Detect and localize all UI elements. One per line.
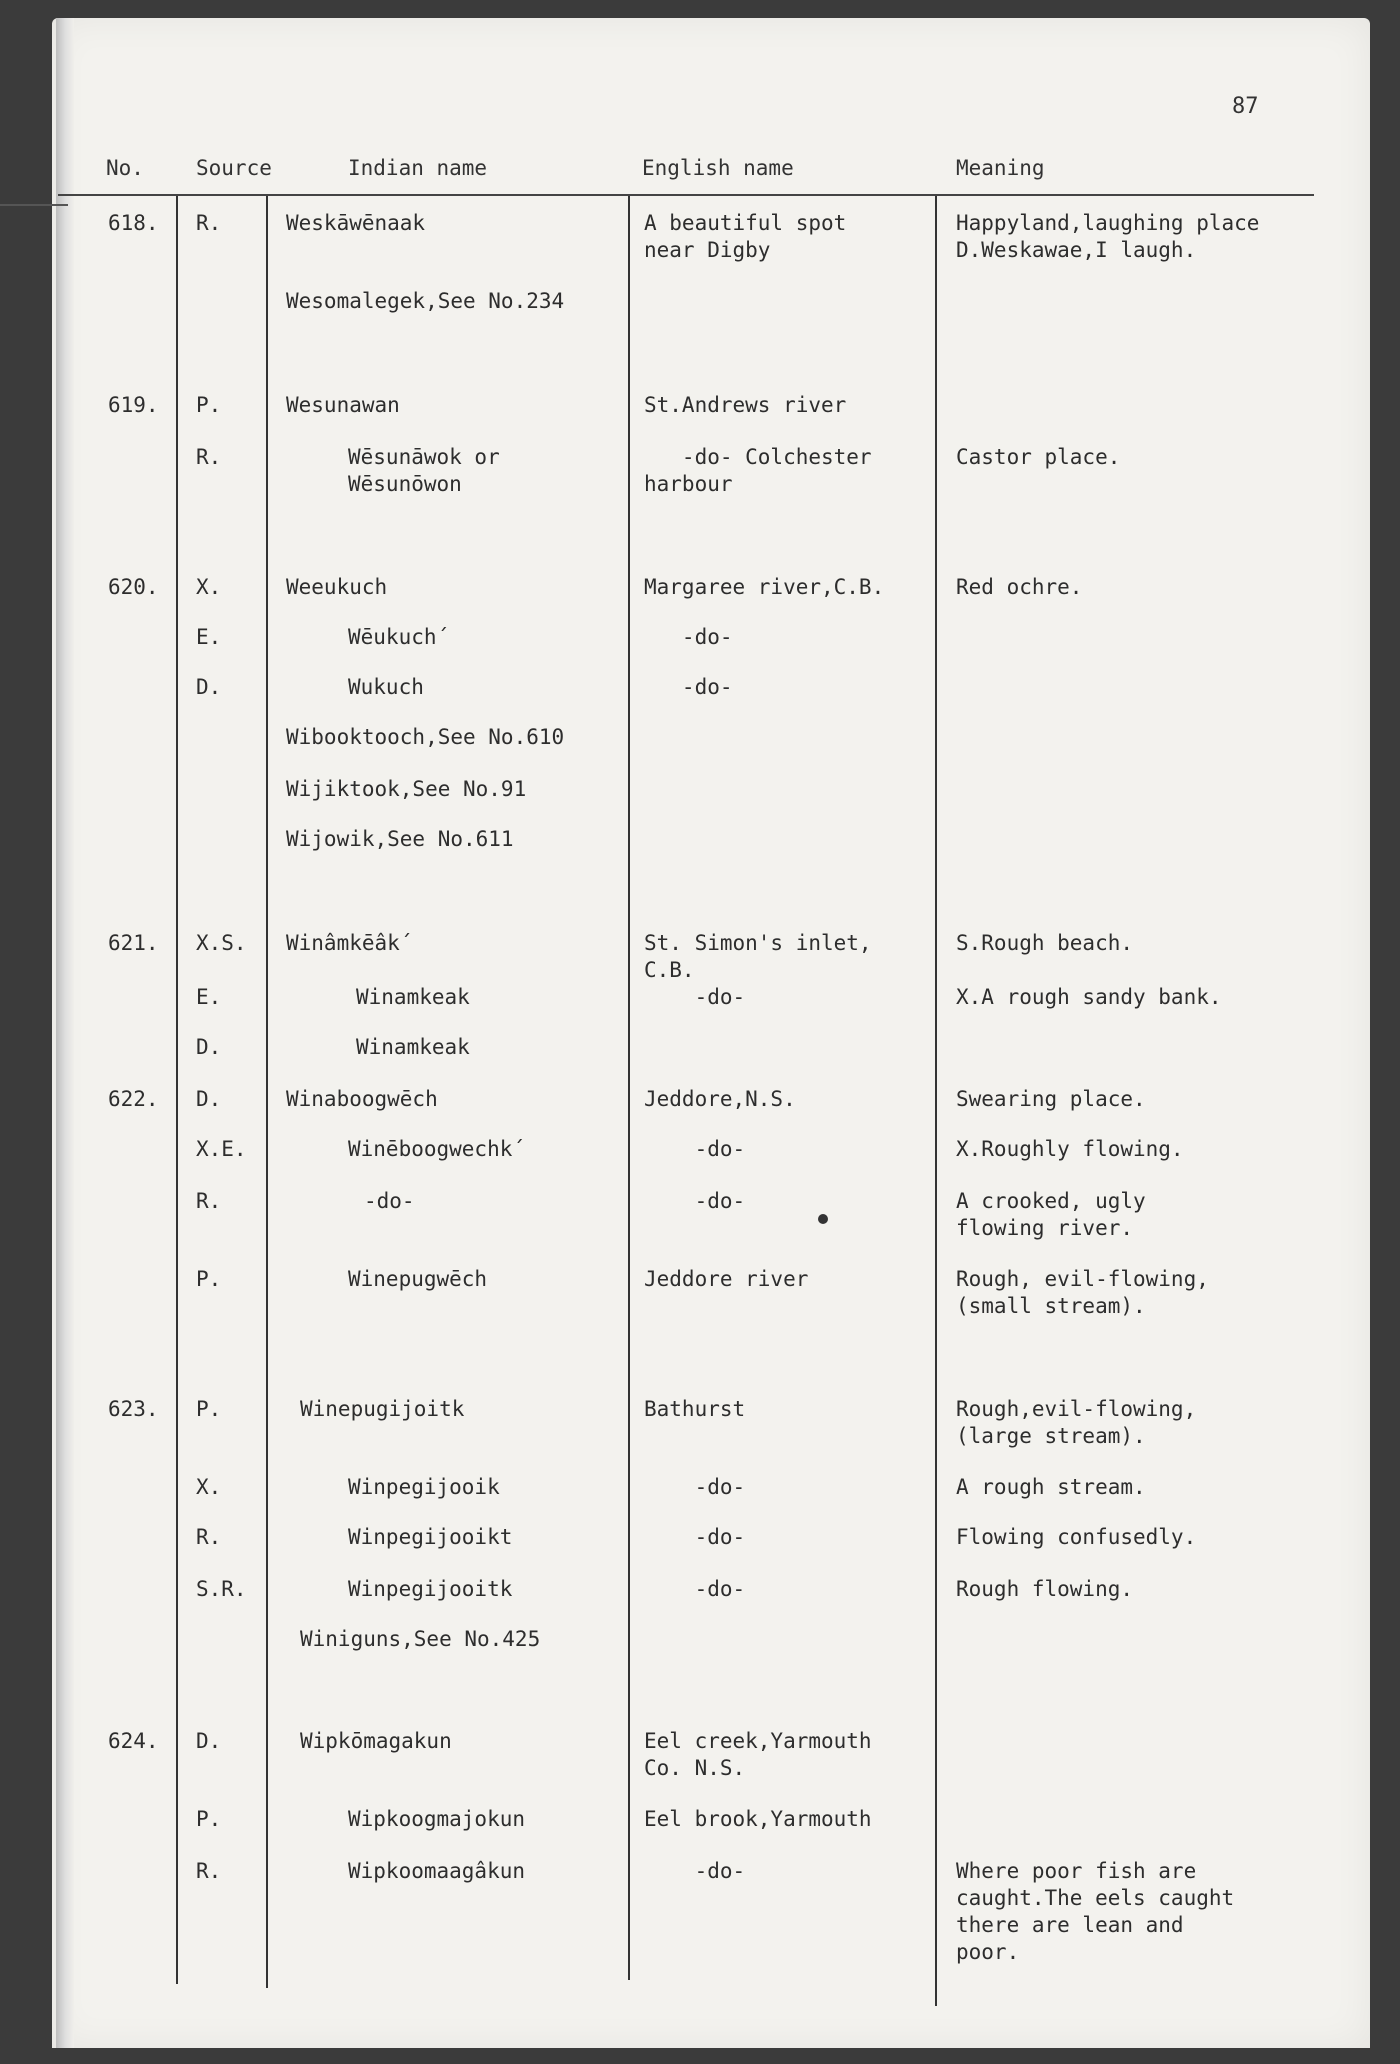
- entry-source: P.: [196, 1807, 222, 1831]
- header-meaning: Meaning: [956, 156, 1045, 180]
- entry-source: P.: [196, 1397, 222, 1421]
- entry-indian-name: Winpegijooikt: [348, 1525, 513, 1549]
- entry-source: R.: [196, 1525, 222, 1549]
- entry-meaning: S.Rough beach.: [956, 931, 1134, 955]
- entry-source: X.E.: [196, 1137, 247, 1161]
- entry-indian-name: Winepugijoitk: [300, 1397, 465, 1421]
- entry-indian-name: Wijiktook,See No.91: [286, 777, 527, 801]
- entry-indian-name: -do-: [364, 1189, 415, 1213]
- entry-meaning: A crooked, ugly flowing river.: [956, 1189, 1146, 1240]
- entry-number: 622.: [108, 1087, 159, 1111]
- entry-english-name: Eel creek,Yarmouth Co. N.S.: [644, 1729, 872, 1780]
- entry-number: 621.: [108, 931, 159, 955]
- entry-indian-name: Weeukuch: [286, 575, 388, 599]
- entry-indian-name: Wesomalegek,See No.234: [286, 289, 565, 313]
- column-divider-source: [266, 196, 268, 1988]
- entry-english-name: -do-: [644, 675, 733, 699]
- column-divider-indian: [628, 196, 630, 1980]
- entry-source: P.: [196, 1267, 222, 1291]
- entry-meaning: Red ochre.: [956, 575, 1083, 599]
- entry-english-name: Jeddore,N.S.: [644, 1087, 796, 1111]
- entry-indian-name: Winamkeak: [356, 1035, 470, 1059]
- entry-indian-name: Wijowik,See No.611: [286, 827, 514, 851]
- entry-source: R.: [196, 445, 222, 469]
- entry-indian-name: Wēukuch´: [348, 625, 450, 649]
- entry-indian-name: Wipkoomaagâkun: [348, 1859, 526, 1883]
- entry-english-name: -do- Colchester harbour: [644, 445, 872, 496]
- entry-meaning: X.Roughly flowing.: [956, 1137, 1184, 1161]
- entry-english-name: -do-: [644, 1475, 746, 1499]
- entry-indian-name: Weskāwēnaak: [286, 211, 426, 235]
- header-indian-name: Indian name: [348, 156, 488, 180]
- page-number: 87: [1232, 94, 1259, 119]
- entry-number: 619.: [108, 393, 159, 417]
- entry-english-name: -do-: [644, 625, 733, 649]
- entry-source: R.: [196, 1189, 222, 1213]
- entry-indian-name: Winepugwēch: [348, 1267, 488, 1291]
- entry-english-name: -do-: [644, 1577, 746, 1601]
- page-edge-mark: [0, 204, 68, 206]
- entry-source: D.: [196, 675, 222, 699]
- entry-meaning: Happyland,laughing place D.Weskawae,I laugh.: [956, 211, 1260, 262]
- entry-source: P.: [196, 393, 222, 417]
- entry-source: D.: [196, 1035, 222, 1059]
- entry-indian-name: Winamkeak: [356, 985, 470, 1009]
- entry-indian-name: Wukuch: [348, 675, 424, 699]
- entry-source: E.: [196, 985, 222, 1009]
- entry-indian-name: Winēboogwechk´: [348, 1137, 526, 1161]
- entry-indian-name: Winpegijooik: [348, 1475, 500, 1499]
- entry-indian-name: Winaboogwēch: [286, 1087, 438, 1111]
- entry-indian-name: Wibooktooch,See No.610: [286, 725, 565, 749]
- column-divider-no: [176, 196, 178, 1984]
- entry-meaning: Flowing confusedly.: [956, 1525, 1197, 1549]
- entry-english-name: -do-: [644, 1189, 746, 1213]
- entry-meaning: Rough,evil-flowing, (large stream).: [956, 1397, 1197, 1448]
- entry-indian-name: Wesunawan: [286, 393, 400, 417]
- entry-indian-name: Winiguns,See No.425: [300, 1627, 541, 1651]
- entry-meaning: A rough stream.: [956, 1475, 1146, 1499]
- entry-meaning: Rough flowing.: [956, 1577, 1134, 1601]
- entry-meaning: Rough, evil-flowing, (small stream).: [956, 1267, 1209, 1318]
- entry-number: 618.: [108, 211, 159, 235]
- entry-english-name: A beautiful spot near Digby: [644, 211, 847, 262]
- entry-number: 623.: [108, 1397, 159, 1421]
- entry-english-name: Bathurst: [644, 1397, 746, 1421]
- entry-meaning: Castor place.: [956, 445, 1121, 469]
- entry-meaning: Swearing place.: [956, 1087, 1146, 1111]
- entry-english-name: Margaree river,C.B.: [644, 575, 885, 599]
- entry-english-name: -do-: [644, 985, 746, 1009]
- entry-source: D.: [196, 1729, 222, 1753]
- entry-source: X.: [196, 575, 222, 599]
- entry-source: R.: [196, 211, 222, 235]
- entry-english-name: St. Simon's inlet, C.B.: [644, 931, 872, 982]
- header-source: Source: [196, 156, 272, 180]
- entry-meaning: X.A rough sandy bank.: [956, 985, 1222, 1009]
- header-english-name: English name: [642, 156, 794, 180]
- entry-source: X.S.: [196, 931, 247, 955]
- entry-english-name: -do-: [644, 1525, 746, 1549]
- entry-indian-name: Wipkōmagakun: [300, 1729, 452, 1753]
- entry-source: D.: [196, 1087, 222, 1111]
- entry-source: E.: [196, 625, 222, 649]
- header-rule: [58, 194, 1314, 196]
- entry-english-name: -do-: [644, 1859, 746, 1883]
- ink-blot: [818, 1214, 828, 1224]
- entry-english-name: -do-: [644, 1137, 746, 1161]
- entry-source: S.R.: [196, 1577, 247, 1601]
- entry-indian-name: Wipkoogmajokun: [348, 1807, 526, 1831]
- entry-indian-name: Wēsunāwok or Wēsunōwon: [348, 445, 500, 496]
- entry-indian-name: Winâmkēâk´: [286, 931, 413, 955]
- header-no: No.: [106, 156, 144, 180]
- entry-english-name: Eel brook,Yarmouth: [644, 1807, 872, 1831]
- entry-number: 624.: [108, 1729, 159, 1753]
- column-divider-english: [935, 196, 937, 2006]
- page-binding: [56, 18, 74, 2048]
- entry-indian-name: Winpegijooitk: [348, 1577, 513, 1601]
- entry-number: 620.: [108, 575, 159, 599]
- entry-english-name: Jeddore river: [644, 1267, 809, 1291]
- entry-meaning: Where poor fish are caught.The eels caught there are lean and poor.: [956, 1859, 1235, 1964]
- entry-source: X.: [196, 1475, 222, 1499]
- entry-source: R.: [196, 1859, 222, 1883]
- entry-english-name: St.Andrews river: [644, 393, 847, 417]
